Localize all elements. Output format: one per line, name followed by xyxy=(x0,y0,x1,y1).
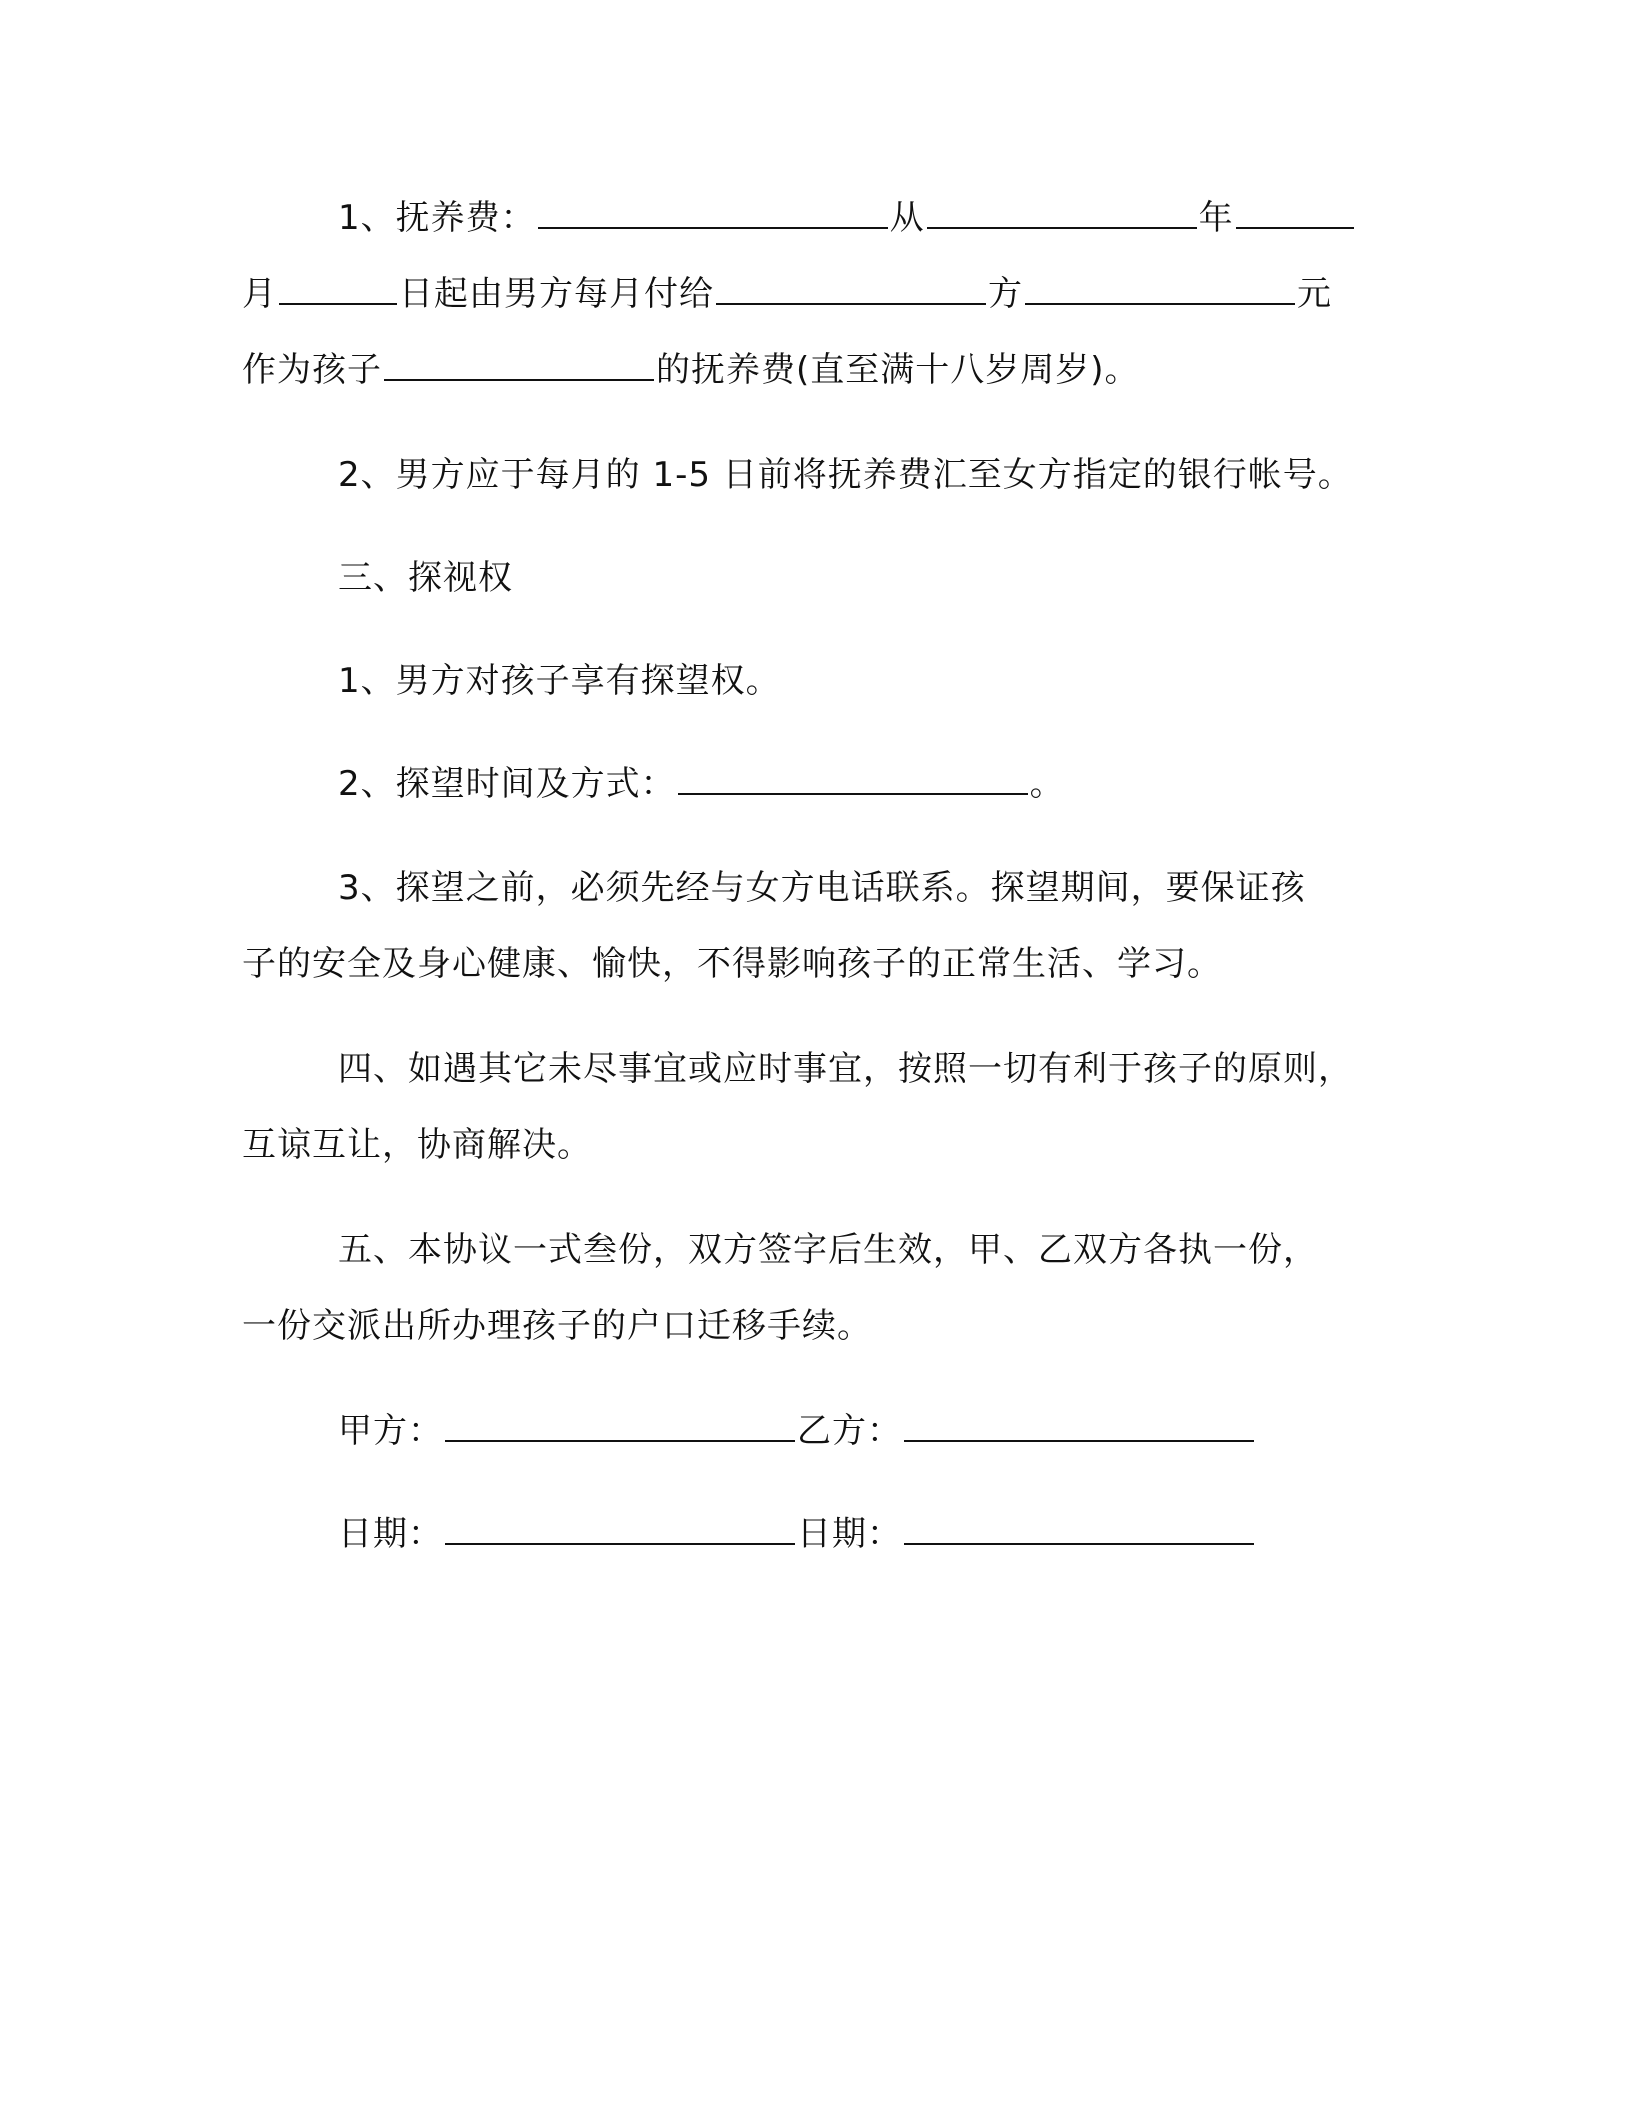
date-a-blank[interactable] xyxy=(445,1513,795,1545)
visitation-item3-line1: 3、探望之前，必须先经与女方电话联系。探望期间，要保证孩 xyxy=(338,868,1306,908)
clause4-line1: 四、如遇其它未尽事宜或应时事宜，按照一切有利于孩子的原则， xyxy=(338,1049,1353,1089)
party-b-label: 乙方： xyxy=(797,1411,902,1451)
visitation-time-label: 2、探望时间及方式： xyxy=(338,764,676,804)
clause4-line2: 互谅互让，协商解决。 xyxy=(242,1125,592,1165)
date-b-label: 日期： xyxy=(797,1514,902,1554)
purpose-label: 的抚养费(直至满十八岁周岁)。 xyxy=(656,350,1140,390)
party-a-label: 甲方： xyxy=(338,1411,443,1451)
visitation-time-blank[interactable] xyxy=(678,763,1028,795)
support-item1-line2 xyxy=(242,256,1332,332)
party-a-signature-blank[interactable] xyxy=(445,1410,795,1442)
visitation-item3-line2: 子的安全及身心健康、愉快，不得影响孩子的正常生活、学习。 xyxy=(242,944,1222,984)
clause5-line2: 一份交派出所办理孩子的户口迁移手续。 xyxy=(242,1306,872,1346)
child-name-blank[interactable] xyxy=(384,349,654,381)
visitation-item2 xyxy=(338,746,1065,822)
year-label: 年 xyxy=(1198,198,1234,238)
support-item2: 2、男方应于每月的 1-5 日前将抚养费汇至女方指定的银行帐号。 xyxy=(338,455,1353,495)
monthly-amount-blank[interactable] xyxy=(1025,273,1295,305)
visitation-heading: 三、探视权 xyxy=(338,558,513,598)
date-row xyxy=(338,1496,1256,1572)
clause5-line1: 五、本协议一式叁份，双方签字后生效，甲、乙双方各执一份， xyxy=(338,1230,1318,1270)
day-start-label: 日起由男方每月付给 xyxy=(399,274,714,314)
support-item1-line1 xyxy=(338,180,1356,256)
yuan-label: 元 xyxy=(1297,274,1332,314)
visitation-item1: 1、男方对孩子享有探望权。 xyxy=(338,661,781,701)
from-label: 从 xyxy=(889,198,925,238)
date-b-blank[interactable] xyxy=(904,1513,1254,1545)
support-label: 1、抚养费： xyxy=(338,198,536,238)
party-b-signature-blank[interactable] xyxy=(904,1410,1254,1442)
visitation-time-end: 。 xyxy=(1029,764,1065,804)
recipient-blank[interactable] xyxy=(716,273,986,305)
party-label: 方 xyxy=(988,274,1023,314)
month-label: 月 xyxy=(242,274,277,314)
start-year-blank[interactable] xyxy=(927,197,1197,229)
as-child-label: 作为孩子 xyxy=(242,350,382,390)
date-a-label: 日期： xyxy=(338,1514,443,1554)
start-month-blank[interactable] xyxy=(1236,197,1354,229)
support-amount-blank[interactable] xyxy=(538,197,888,229)
signature-row xyxy=(338,1393,1256,1469)
support-item1-line3 xyxy=(242,332,1140,408)
start-day-blank[interactable] xyxy=(279,273,397,305)
